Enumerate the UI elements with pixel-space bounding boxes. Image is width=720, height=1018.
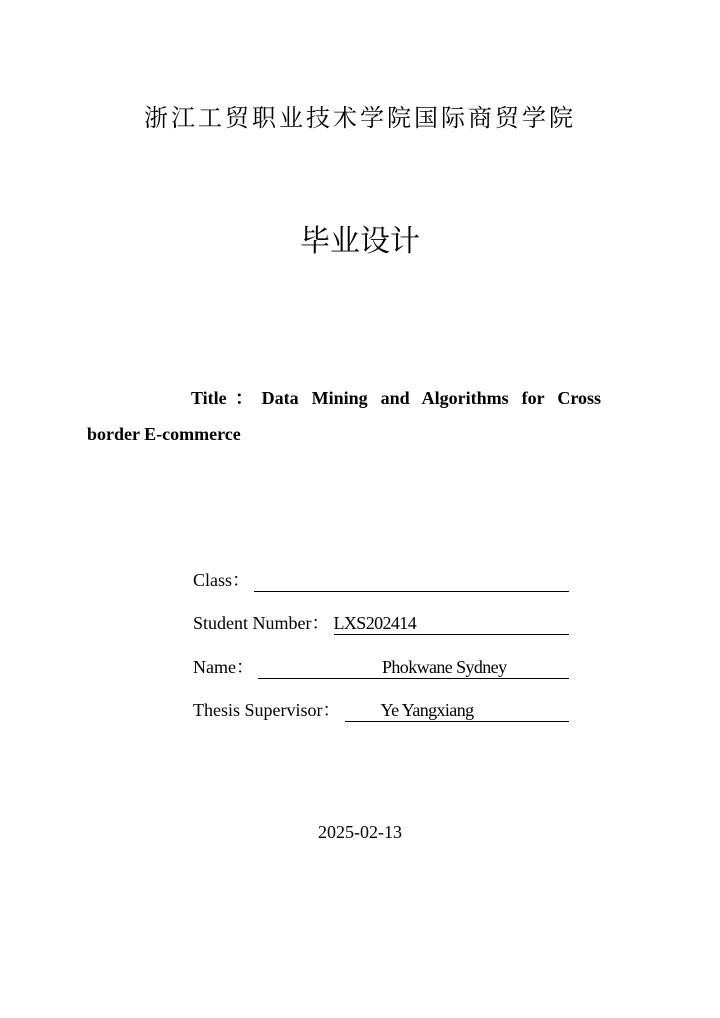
class-field-row — [193, 564, 569, 592]
student-number-field-row — [193, 607, 569, 635]
class-label: Class： — [193, 570, 251, 590]
name-field-row — [193, 651, 569, 679]
class-value — [254, 569, 569, 592]
name-label: Name： — [193, 656, 254, 677]
cover-fields — [193, 564, 569, 737]
supervisor-label: Thesis Supervisor： — [193, 699, 341, 720]
institution-name: 浙江工贸职业技术学院国际商贸学院 — [144, 104, 576, 132]
supervisor-value: Ye Yangxiang — [345, 699, 570, 722]
supervisor-field-row — [193, 694, 569, 722]
name-value: Phokwane Sydney — [258, 656, 569, 679]
student-number-label: Student Number： — [193, 613, 330, 634]
document-type-heading: 毕业设计 — [300, 224, 420, 259]
thesis-title-line-2: border E-commerce — [87, 424, 241, 444]
student-number-value: LXS202414 — [334, 612, 570, 635]
thesis-title-line-1: Title：Data Mining and Algorithms for Cross — [191, 388, 601, 408]
thesis-title — [87, 380, 601, 452]
submission-date: 2025-02-13 — [318, 822, 402, 842]
